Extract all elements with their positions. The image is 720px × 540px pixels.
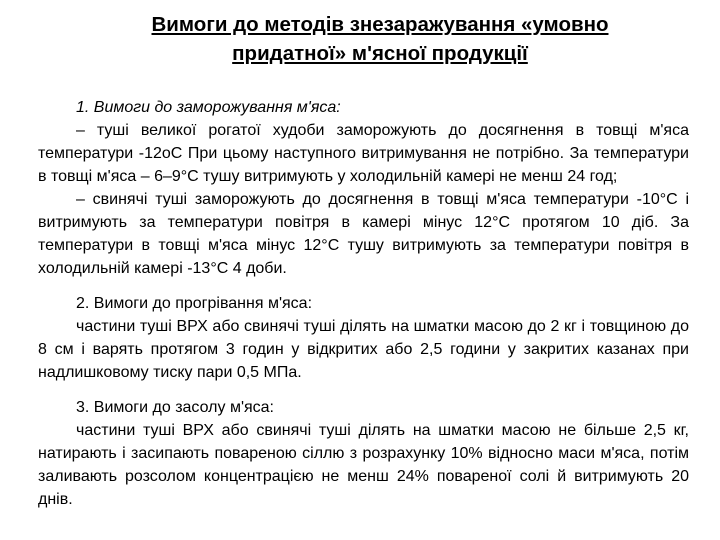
section-heading: 2. Вимоги до прогрівання м'яса: [76,295,313,312]
paragraph-salting: частини туші ВРХ або свинячі туші ділять на шматки масою не більше 2,5 кг, натирають і засипають повареною сіллю з розрахунку 10% відносно маси м'яса, потім заливають розсолом концентрацією не менш 24% повареної солі й витримують 20 днів. [38,422,689,508]
section-heading: 1. Вимоги до заморожування м'яса: [76,99,341,116]
slide-title-line-2: придатної» м'ясної продукції [232,42,528,65]
paragraph-heating: частини туші ВРХ або свинячі туші ділять на шматки масою до 2 кг і товщиною до 8 см і варять протягом 3 годин у відкритих або 2,5 години у закритих казанах при надлишковому тиску пари 0,5 МПа. [38,318,689,381]
slide-title-line-1: Вимоги до методів знезаражування «умовно [151,13,609,36]
slide-title [40,10,720,68]
slide-body [38,96,689,523]
section-heating [38,292,689,384]
section-freezing [38,96,689,280]
section-heading: 3. Вимоги до засолу м'яса: [76,399,274,416]
paragraph-cattle-freezing: – туші великої рогатої худоби заморожують до досягнення в товщі м'яса температури -12оС При цьому наступного витримування не потрібно. За температури в товщі м'яса – 6–9°С тушу витримують у холодильній камері не менш 24 год; [38,122,689,185]
paragraph-pig-freezing: – свинячі туші заморожують до досягнення в товщі м'яса температури -10°С і витримують за температури повітря в камері мінус 12°С протягом 10 діб. За температури в товщі м'яса мінус 12°С тушу витримують за температури повітря в холодильній камері -13°С 4 доби. [38,191,689,277]
section-salting [38,396,689,511]
